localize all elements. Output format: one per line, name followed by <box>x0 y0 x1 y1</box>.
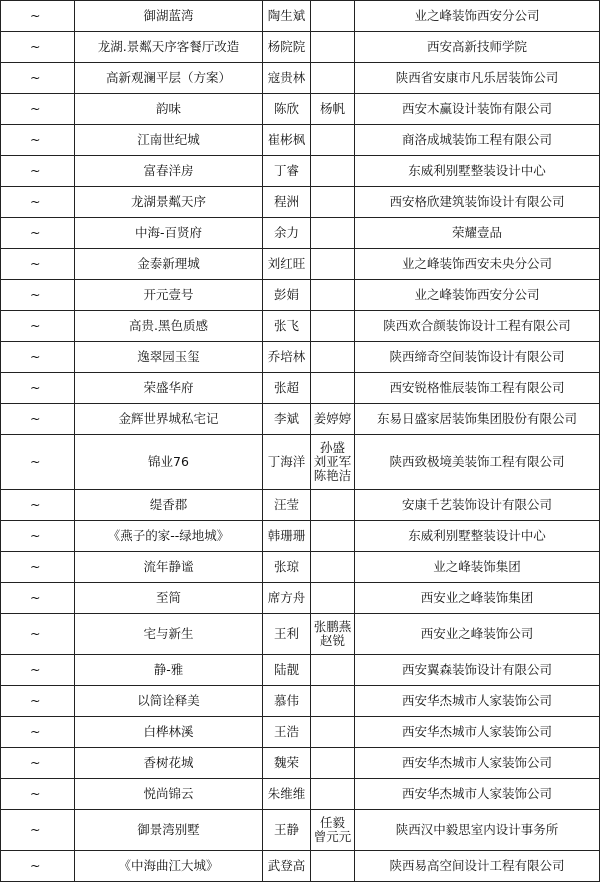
table-row <box>1 717 600 748</box>
designer-name: 王静 <box>263 810 311 851</box>
table-row <box>1 404 600 435</box>
company-name: 东易日盛家居装饰集团股份有限公司 <box>355 404 600 435</box>
collaborator-name <box>311 552 355 583</box>
collaborator-names <box>311 614 355 655</box>
designer-name: 丁睿 <box>263 156 311 187</box>
company-name: 荣耀壹品 <box>355 218 600 249</box>
collaborator-name: 张鹏燕 <box>313 619 352 634</box>
row-mark: ~ <box>1 552 75 583</box>
table-row <box>1 249 600 280</box>
company-name: 业之峰装饰西安分公司 <box>355 280 600 311</box>
table-row <box>1 311 600 342</box>
table-row <box>1 655 600 686</box>
designer-name: 陈欣 <box>263 94 311 125</box>
project-name: 宅与新生 <box>75 614 263 655</box>
project-name: 悦尚锦云 <box>75 779 263 810</box>
project-name: 御景湾别墅 <box>75 810 263 851</box>
row-mark: ~ <box>1 717 75 748</box>
table-row <box>1 686 600 717</box>
designer-name: 寇贵林 <box>263 63 311 94</box>
project-name: 白桦林溪 <box>75 717 263 748</box>
company-name: 业之峰装饰西安分公司 <box>355 1 600 32</box>
collaborator-name <box>311 32 355 63</box>
designer-name: 武登高 <box>263 851 311 882</box>
collaborator-name <box>311 280 355 311</box>
table-row <box>1 63 600 94</box>
project-name: 《中海曲江大城》 <box>75 851 263 882</box>
designer-name: 王浩 <box>263 717 311 748</box>
designer-name: 慕伟 <box>263 686 311 717</box>
project-name: 静-雅 <box>75 655 263 686</box>
project-name: 金辉世界城私宅记 <box>75 404 263 435</box>
designer-name: 韩珊珊 <box>263 521 311 552</box>
project-name: 金泰新理城 <box>75 249 263 280</box>
row-mark: ~ <box>1 373 75 404</box>
company-name: 西安翼森装饰设计有限公司 <box>355 655 600 686</box>
table-row <box>1 1 600 32</box>
project-name: 江南世纪城 <box>75 125 263 156</box>
table-row <box>1 810 600 851</box>
company-name: 安康千艺装饰设计有限公司 <box>355 490 600 521</box>
table-row <box>1 435 600 490</box>
company-name: 西安业之峰装饰公司 <box>355 614 600 655</box>
collaborator-name: 姜婷婷 <box>311 404 355 435</box>
company-name: 西安华杰城市人家装饰公司 <box>355 717 600 748</box>
designer-name: 乔培林 <box>263 342 311 373</box>
collaborator-name <box>311 373 355 404</box>
project-name: 逸翠园玉玺 <box>75 342 263 373</box>
table-row <box>1 280 600 311</box>
row-mark: ~ <box>1 1 75 32</box>
row-mark: ~ <box>1 125 75 156</box>
company-name: 陕西省安康市凡乐居装饰公司 <box>355 63 600 94</box>
collaborator-name <box>311 686 355 717</box>
collaborator-name <box>311 655 355 686</box>
row-mark: ~ <box>1 583 75 614</box>
collaborator-name <box>311 717 355 748</box>
row-mark: ~ <box>1 94 75 125</box>
designer-name: 王利 <box>263 614 311 655</box>
designer-name: 杨院院 <box>263 32 311 63</box>
project-name: 中海-百贤府 <box>75 218 263 249</box>
company-name: 陕西缔奇空间装饰设计有限公司 <box>355 342 600 373</box>
designer-name: 张飞 <box>263 311 311 342</box>
collaborator-name: 赵锐 <box>319 633 345 648</box>
table-row <box>1 614 600 655</box>
company-name: 陕西致极境美装饰工程有限公司 <box>355 435 600 490</box>
collaborator-name <box>311 521 355 552</box>
table-row <box>1 552 600 583</box>
row-mark: ~ <box>1 614 75 655</box>
designer-name: 席方舟 <box>263 583 311 614</box>
table-row <box>1 32 600 63</box>
row-mark: ~ <box>1 342 75 373</box>
designer-name: 张超 <box>263 373 311 404</box>
collaborator-name <box>311 311 355 342</box>
row-mark: ~ <box>1 748 75 779</box>
collaborator-name <box>311 342 355 373</box>
table-row <box>1 779 600 810</box>
collaborator-names <box>311 435 355 490</box>
row-mark: ~ <box>1 249 75 280</box>
project-name: 流年静谧 <box>75 552 263 583</box>
row-mark: ~ <box>1 187 75 218</box>
row-mark: ~ <box>1 404 75 435</box>
collaborator-name: 曾元元 <box>313 829 352 844</box>
company-name: 东威利别墅整装设计中心 <box>355 156 600 187</box>
collaborator-name: 任毅 <box>319 815 345 830</box>
row-mark: ~ <box>1 63 75 94</box>
table-row <box>1 156 600 187</box>
row-mark: ~ <box>1 435 75 490</box>
table-row <box>1 125 600 156</box>
company-name: 业之峰装饰集团 <box>355 552 600 583</box>
collaborator-name <box>311 583 355 614</box>
designer-name: 魏荣 <box>263 748 311 779</box>
company-name: 西安格欣建筑装饰设计有限公司 <box>355 187 600 218</box>
project-name: 缇香郡 <box>75 490 263 521</box>
project-name: 香树花城 <box>75 748 263 779</box>
collaborator-name: 陈艳洁 <box>313 468 352 483</box>
collaborator-name <box>311 125 355 156</box>
collaborator-names <box>311 810 355 851</box>
company-name: 东威利别墅整装设计中心 <box>355 521 600 552</box>
row-mark: ~ <box>1 521 75 552</box>
project-name: 至简 <box>75 583 263 614</box>
project-name: 高新观澜平层（方案） <box>75 63 263 94</box>
collaborator-name <box>311 1 355 32</box>
designer-name: 彭娟 <box>263 280 311 311</box>
collaborator-name <box>311 779 355 810</box>
table-row <box>1 187 600 218</box>
company-name: 陕西易高空间设计工程有限公司 <box>355 851 600 882</box>
table-row <box>1 94 600 125</box>
row-mark: ~ <box>1 655 75 686</box>
project-name: 御湖蓝湾 <box>75 1 263 32</box>
collaborator-name <box>311 249 355 280</box>
company-name: 西安华杰城市人家装饰公司 <box>355 779 600 810</box>
designer-name: 程洲 <box>263 187 311 218</box>
project-name: 富春洋房 <box>75 156 263 187</box>
collaborator-name <box>311 156 355 187</box>
project-name: 开元壹号 <box>75 280 263 311</box>
row-mark: ~ <box>1 156 75 187</box>
project-name: 锦业76 <box>75 435 263 490</box>
project-name: 荣盛华府 <box>75 373 263 404</box>
row-mark: ~ <box>1 686 75 717</box>
row-mark: ~ <box>1 218 75 249</box>
company-name: 陕西汉中毅思室内设计事务所 <box>355 810 600 851</box>
row-mark: ~ <box>1 490 75 521</box>
designer-name: 崔彬枫 <box>263 125 311 156</box>
table-row <box>1 373 600 404</box>
project-name: 《燕子的家--绿地城》 <box>75 521 263 552</box>
company-name: 西安锐格惟辰装饰工程有限公司 <box>355 373 600 404</box>
collaborator-name <box>311 187 355 218</box>
collaborator-name <box>311 748 355 779</box>
company-name: 商洛成城装饰工程有限公司 <box>355 125 600 156</box>
table-row <box>1 490 600 521</box>
collaborator-name <box>311 490 355 521</box>
collaborator-name <box>311 218 355 249</box>
project-name: 韵味 <box>75 94 263 125</box>
collaborator-name <box>311 63 355 94</box>
collaborator-name: 杨帆 <box>311 94 355 125</box>
collaborator-name: 孙盛 <box>319 440 345 455</box>
row-mark: ~ <box>1 280 75 311</box>
row-mark: ~ <box>1 779 75 810</box>
company-name: 西安华杰城市人家装饰公司 <box>355 686 600 717</box>
designer-name: 丁海洋 <box>263 435 311 490</box>
row-mark: ~ <box>1 32 75 63</box>
company-name: 陕西欢合颜装饰设计工程有限公司 <box>355 311 600 342</box>
table-row <box>1 342 600 373</box>
table-row <box>1 218 600 249</box>
designer-name: 汪莹 <box>263 490 311 521</box>
company-name: 西安华杰城市人家装饰公司 <box>355 748 600 779</box>
row-mark: ~ <box>1 311 75 342</box>
designer-name: 朱维维 <box>263 779 311 810</box>
company-name: 西安木赢设计装饰有限公司 <box>355 94 600 125</box>
table-row <box>1 851 600 882</box>
row-mark: ~ <box>1 810 75 851</box>
project-name: 龙湖.景粼天序客餐厅改造 <box>75 32 263 63</box>
table-row <box>1 748 600 779</box>
designer-name: 余力 <box>263 218 311 249</box>
table-row <box>1 583 600 614</box>
company-name: 业之峰装饰西安未央分公司 <box>355 249 600 280</box>
row-mark: ~ <box>1 851 75 882</box>
designer-name: 陶生斌 <box>263 1 311 32</box>
project-name: 龙湖景粼天序 <box>75 187 263 218</box>
project-name: 以简诠释美 <box>75 686 263 717</box>
company-name: 西安业之峰装饰集团 <box>355 583 600 614</box>
table-row <box>1 521 600 552</box>
designer-name: 李斌 <box>263 404 311 435</box>
designer-name: 张琼 <box>263 552 311 583</box>
collaborator-name: 刘亚军 <box>313 454 352 469</box>
collaborator-name <box>311 851 355 882</box>
designer-name: 刘红旺 <box>263 249 311 280</box>
designer-name: 陆靓 <box>263 655 311 686</box>
project-name: 高贵.黑色质感 <box>75 311 263 342</box>
company-name: 西安高新技师学院 <box>355 32 600 63</box>
